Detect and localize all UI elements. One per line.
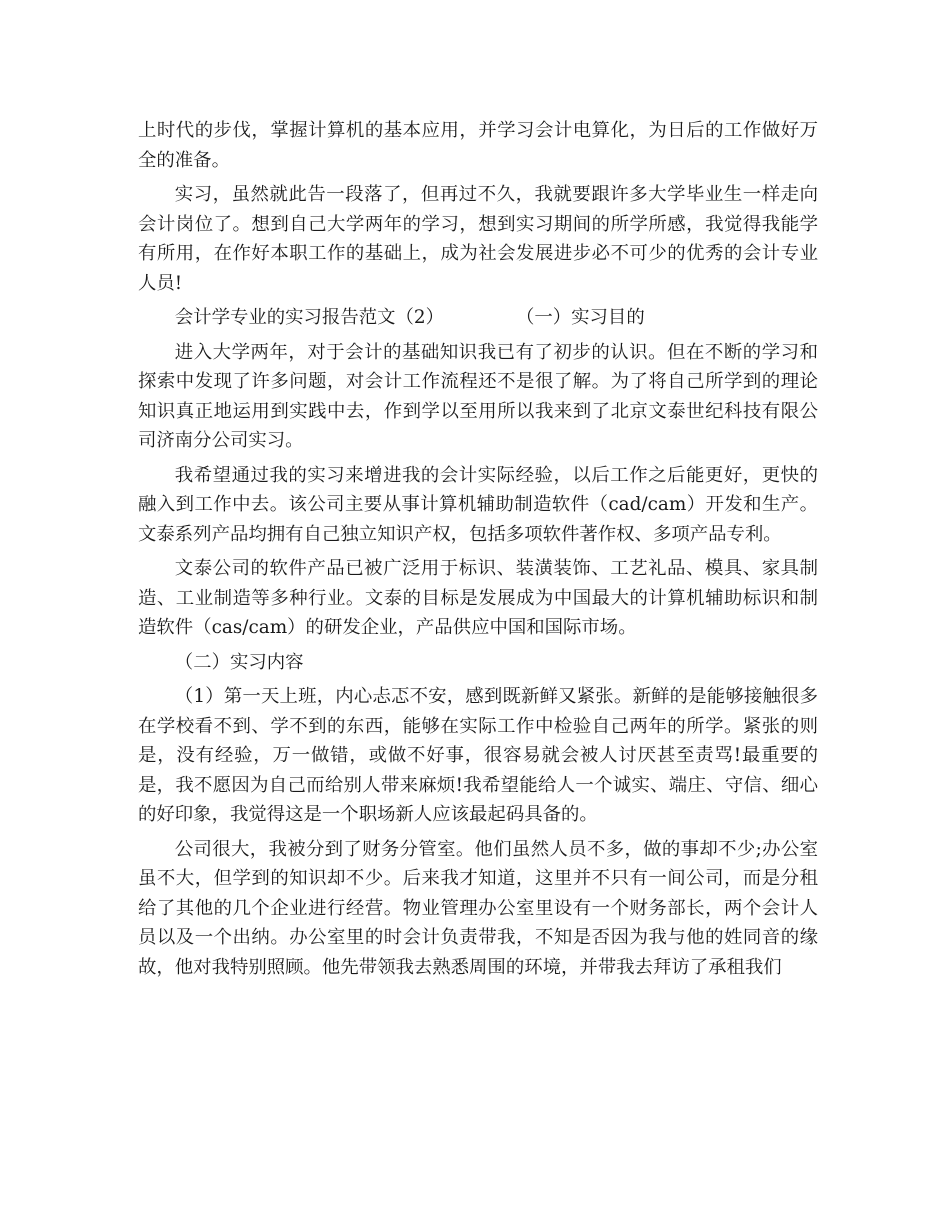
section-heading-line [138, 303, 818, 333]
section-heading-content: （二）实习内容 [174, 651, 304, 673]
paragraph-products: 文泰公司的软件产品已被广泛用于标识、装潢装饰、工艺礼品、模具、家具制造、工业制造等多种行业。文泰的目标是发展成为中国最大的计算机辅助标识和制造软件（cas/cam）的研发企业，产品供应中国和国际市场。 [138, 558, 818, 638]
paragraph-university-intro: 进入大学两年，对于会计的基础知识我已有了初步的认识。但在不断的学习和探索中发现了许多问题，对会计工作流程还不是很了解。为了将自己所学到的理论知识真正地运用到实践中去，作到学以至用所以我来到了北京文泰世纪科技有限公司济南分公司实习。 [138, 341, 818, 451]
paragraph-company-intro: 我希望通过我的实习来增进我的会计实际经验，以后工作之后能更好，更快的融入到工作中去。该公司主要从事计算机辅助制造软件（cad/cam）开发和生产。文泰系列产品均拥有自己独立知识产权，包括多项软件著作权、多项产品专利。 [138, 464, 818, 545]
section-heading-purpose: （一）实习目的 [515, 307, 645, 328]
paragraph-internship-end: 实习，虽然就此告一段落了，但再过不久，我就要跟许多大学毕业生一样走向会计岗位了。想到自己大学两年的学习，想到实习期间的所学所感，我觉得我能学有所用，在作好本职工作的基础上，成为社会发展进步必不可少的优秀的会计专业人员! [138, 184, 818, 294]
paragraph-first-day: （1）第一天上班，内心忐忑不安，感到既新鲜又紧张。新鲜的是能够接触很多在学校看不到、学不到的东西，能够在实际工作中检验自己两年的所学。紧张的则是，没有经验，万一做错，或做不好事，很容易就会被人讨厌甚至责骂!最重要的是，我不愿因为自己而给别人带来麻烦!我希望能给人一个诚实、端庄、守信、细心的好印象，我觉得这是一个职场新人应该最起码具备的。 [138, 686, 818, 825]
paragraph-office: 公司很大，我被分到了财务分管室。他们虽然人员不多，做的事却不少;办公室虽不大，但学到的知识却不少。后来我才知道，这里并不只有一间公司，而是分租给了其他的几个企业进行经营。物业管理办公室里设有一个财务部长，两个会计人员以及一个出纳。办公室里的时会计负责带我，不知是否因为我与他的姓同音的缘故，他对我特别照顾。他先带领我去熟悉周围的环境，并带我去拜访了承租我们 [138, 838, 818, 978]
paragraph-continuation: 上时代的步伐，掌握计算机的基本应用，并学习会计电算化，为日后的工作做好万全的准备。 [138, 120, 818, 171]
document-body [138, 116, 818, 987]
report-title: 会计学专业的实习报告范文（2） [174, 307, 444, 328]
